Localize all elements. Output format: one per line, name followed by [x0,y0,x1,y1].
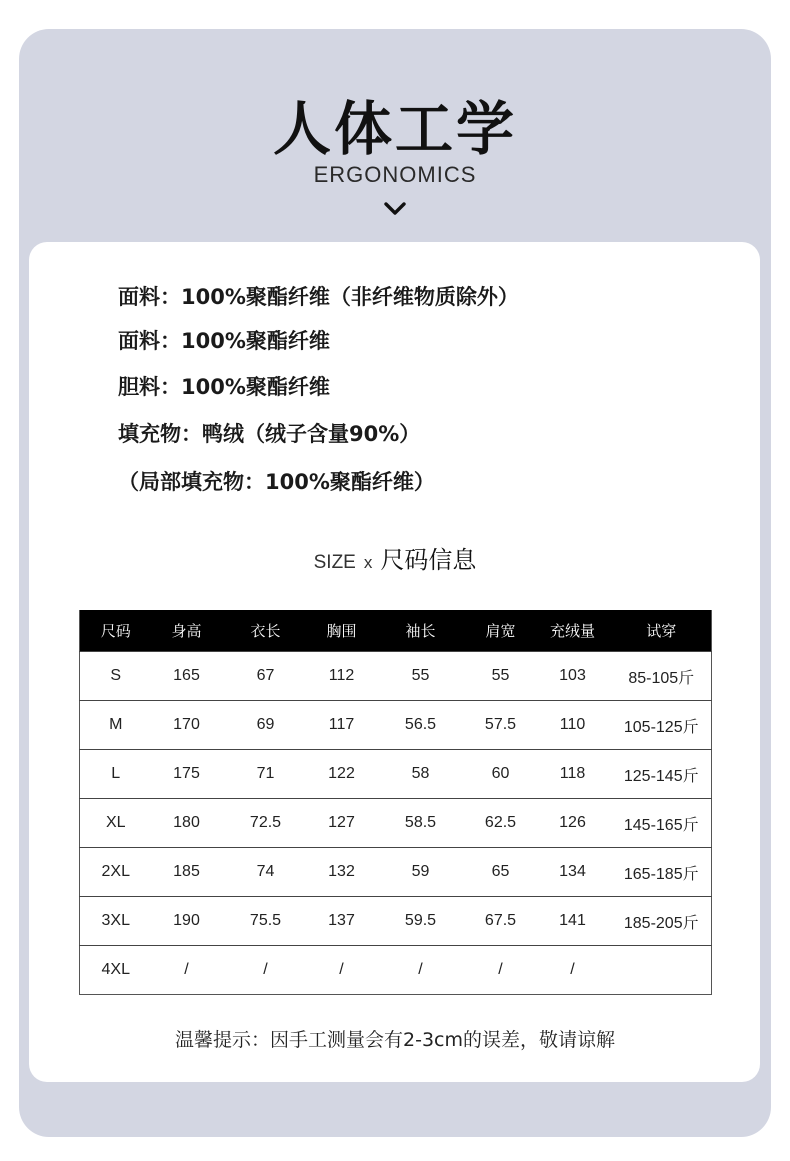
chevron-down-icon [384,201,406,217]
header-sleeve: 袖长 [374,610,468,652]
table-cell: 4XL [80,946,152,995]
table-cell: 65 [468,848,534,897]
material-line-2: 面料：100%聚酯纤维 [118,329,330,353]
table-cell: 118 [534,750,612,799]
table-cell: 74 [222,848,310,897]
table-cell: 103 [534,652,612,701]
table-cell: 105-125斤 [612,701,712,750]
table-cell: 58 [374,750,468,799]
table-cell: S [80,652,152,701]
table-cell: 132 [310,848,374,897]
size-heading-zh: 尺码信息 [380,546,477,574]
table-cell: 59 [374,848,468,897]
material-line-5: （局部填充物：100%聚酯纤维） [118,470,435,494]
size-heading-separator: x [363,553,373,572]
table-cell: / [152,946,222,995]
table-cell: XL [80,799,152,848]
table-row [80,750,712,799]
table-row [80,946,712,995]
table-cell: 56.5 [374,701,468,750]
measurement-tip: 温馨提示：因手工测量会有2-3cm的误差，敬请谅解 [175,1029,615,1051]
size-heading [0,540,790,575]
table-cell: / [310,946,374,995]
table-cell: 145-165斤 [612,799,712,848]
table-cell: 134 [534,848,612,897]
table-cell: / [222,946,310,995]
table-cell: 55 [374,652,468,701]
table-row [80,897,712,946]
table-cell: 125-145斤 [612,750,712,799]
table-cell: 137 [310,897,374,946]
table-cell: 117 [310,701,374,750]
table-cell: 75.5 [222,897,310,946]
table-cell: 71 [222,750,310,799]
table-cell: 127 [310,799,374,848]
table-cell: 59.5 [374,897,468,946]
table-cell: 69 [222,701,310,750]
table-cell: 60 [468,750,534,799]
table-cell: 185-205斤 [612,897,712,946]
material-line-3: 胆料：100%聚酯纤维 [118,375,330,399]
table-cell: 165-185斤 [612,848,712,897]
table-cell: 190 [152,897,222,946]
header-chest: 胸围 [310,610,374,652]
header-fit: 试穿 [612,610,712,652]
size-table [79,610,712,995]
table-row [80,848,712,897]
table-cell: 170 [152,701,222,750]
material-line-1: 面料：100%聚酯纤维（非纤维物质除外） [118,285,519,309]
page-title: 人体工学 [272,95,517,163]
table-cell: / [468,946,534,995]
table-cell: 185 [152,848,222,897]
header-fill: 充绒量 [534,610,612,652]
header-shoulder: 肩宽 [468,610,534,652]
page-subtitle: ERGONOMICS [313,162,477,187]
table-cell: 55 [468,652,534,701]
table-cell: 57.5 [468,701,534,750]
table-cell: 72.5 [222,799,310,848]
table-cell: M [80,701,152,750]
size-heading-en: SIZE [313,552,356,573]
table-row [80,701,712,750]
table-header-row [80,610,712,652]
table-cell: / [374,946,468,995]
table-cell: 67 [222,652,310,701]
table-cell: 3XL [80,897,152,946]
table-cell: 67.5 [468,897,534,946]
header-length: 衣长 [222,610,310,652]
header-height: 身高 [152,610,222,652]
table-cell: 165 [152,652,222,701]
table-cell: 126 [534,799,612,848]
table-cell: / [534,946,612,995]
table-cell: 110 [534,701,612,750]
table-cell: 180 [152,799,222,848]
table-cell: 112 [310,652,374,701]
table-cell: 2XL [80,848,152,897]
table-cell: 175 [152,750,222,799]
table-cell: 141 [534,897,612,946]
header-size: 尺码 [80,610,152,652]
table-row [80,799,712,848]
table-cell: 122 [310,750,374,799]
table-cell: 62.5 [468,799,534,848]
table-cell: 85-105斤 [612,652,712,701]
material-line-4: 填充物：鸭绒（绒子含量90%） [118,422,421,446]
table-row [80,652,712,701]
table-cell [612,946,712,995]
table-cell: 58.5 [374,799,468,848]
table-cell: L [80,750,152,799]
